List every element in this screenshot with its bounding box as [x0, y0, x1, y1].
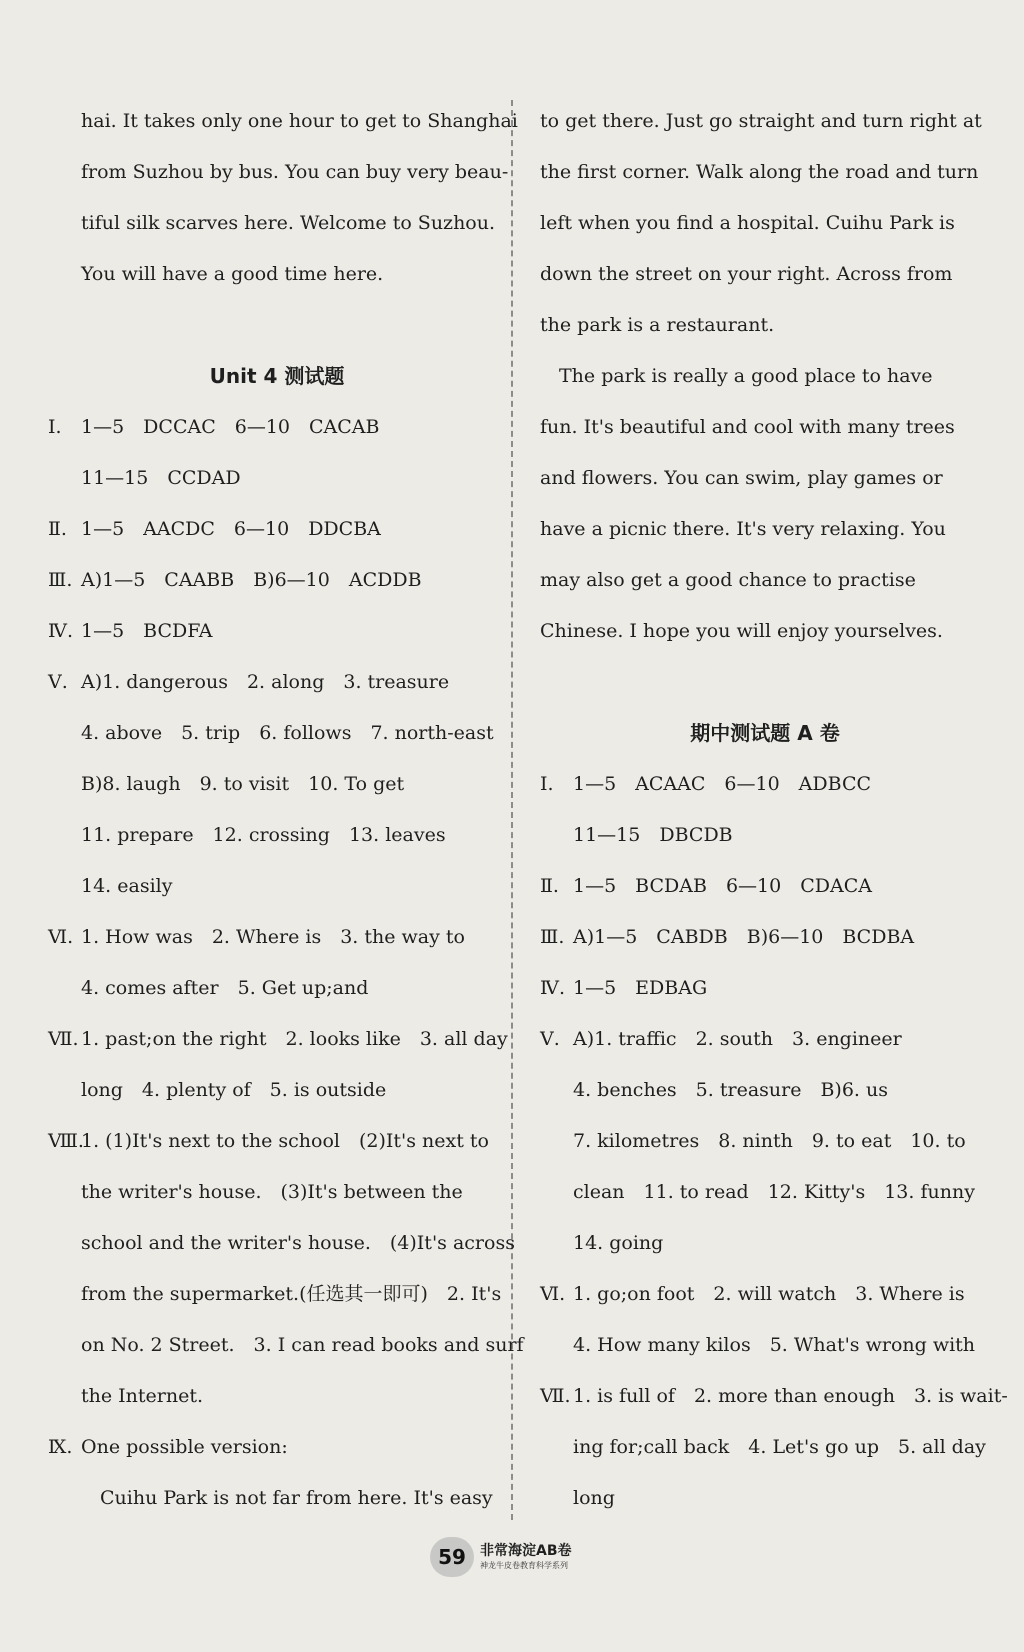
- answer-text: 1—5 BCDFA: [81, 620, 213, 642]
- answer-text: 1. go;on foot 2. will watch 3. Where is: [573, 1283, 965, 1305]
- answer-line: [540, 759, 990, 810]
- answer-line: [540, 1218, 990, 1269]
- answer-text: A)1. traffic 2. south 3. engineer: [573, 1028, 902, 1050]
- answer-text: 1. past;on the right 2. looks like 3. all day: [81, 1028, 508, 1050]
- answer-line: [48, 657, 506, 708]
- answer-text: 1—5 AACDC 6—10 DDCBA: [81, 518, 381, 540]
- answer-text: school and the writer's house. (4)It's across: [81, 1232, 515, 1254]
- question-number: Ⅲ.: [540, 926, 565, 948]
- essay-text: [540, 96, 990, 657]
- answer-line: [48, 1473, 506, 1524]
- answer-line: [540, 1116, 990, 1167]
- text-line: have a picnic there. It's very relaxing. You: [540, 518, 946, 540]
- text-line: and flowers. You can swim, play games or: [540, 467, 943, 489]
- answer-line: [48, 810, 506, 861]
- text-line: may also get a good chance to practise: [540, 569, 916, 591]
- answer-list: [48, 402, 524, 1524]
- answer-text: 11—15 DBCDB: [573, 824, 733, 846]
- left-column: [48, 96, 524, 1524]
- answer-line: [48, 759, 506, 810]
- answer-line: [540, 861, 990, 912]
- answer-line: [48, 1269, 506, 1320]
- text-line: down the street on your right. Across from: [540, 263, 953, 285]
- question-number: Ⅶ.: [48, 1028, 79, 1050]
- answer-line: [540, 1473, 990, 1524]
- text-line: from Suzhou by bus. You can buy very beau-: [81, 161, 509, 183]
- column-divider: [511, 100, 513, 1520]
- answer-text: 14. going: [573, 1232, 664, 1254]
- question-number: Ⅰ.: [48, 416, 62, 438]
- answer-line: [48, 453, 506, 504]
- answer-line: [48, 963, 506, 1014]
- section-heading: 期中测试题 A 卷: [690, 721, 840, 745]
- answer-text: long: [573, 1487, 615, 1509]
- page-footer: [430, 1535, 600, 1579]
- answer-line: [540, 1422, 990, 1473]
- answer-text: 1. How was 2. Where is 3. the way to: [81, 926, 465, 948]
- answer-line: [540, 912, 990, 963]
- text-line: Chinese. I hope you will enjoy yourselves.: [540, 620, 943, 642]
- question-number: Ⅷ.: [48, 1130, 84, 1152]
- text-line: hai. It takes only one hour to get to Shanghai: [81, 110, 518, 132]
- answer-text: 11—15 CCDAD: [81, 467, 241, 489]
- answer-line: [48, 708, 506, 759]
- question-number: Ⅸ.: [48, 1436, 73, 1458]
- question-number: Ⅲ.: [48, 569, 73, 591]
- answer-line: [48, 402, 506, 453]
- answer-line: [48, 1422, 506, 1473]
- text-line: the park is a restaurant.: [540, 314, 775, 336]
- answer-text: A)1. dangerous 2. along 3. treasure: [81, 671, 450, 693]
- answer-text: Cuihu Park is not far from here. It's easy: [81, 1487, 493, 1509]
- answer-line: [540, 963, 990, 1014]
- answer-line: [48, 912, 506, 963]
- answer-text: 1—5 BCDAB 6—10 CDACA: [573, 875, 872, 897]
- answer-text: 4. above 5. trip 6. follows 7. north-east: [81, 722, 494, 744]
- question-number: Ⅱ.: [540, 875, 559, 897]
- question-number: Ⅵ.: [48, 926, 74, 948]
- answer-line: [48, 1371, 506, 1422]
- answer-text: 1—5 ACAAC 6—10 ADBCC: [573, 773, 872, 795]
- text-line: You will have a good time here.: [81, 263, 384, 285]
- text-line: The park is really a good place to have: [540, 365, 933, 387]
- essay-continuation: [48, 96, 518, 300]
- answer-line: [48, 1116, 506, 1167]
- answer-text: long 4. plenty of 5. is outside: [81, 1079, 387, 1101]
- question-number: Ⅳ.: [48, 620, 74, 642]
- answer-text: 14. easily: [81, 875, 173, 897]
- answer-line: [48, 1167, 506, 1218]
- answer-text: 4. comes after 5. Get up;and: [81, 977, 369, 999]
- answer-line: [540, 1320, 990, 1371]
- question-number: Ⅳ.: [540, 977, 566, 999]
- answer-text: clean 11. to read 12. Kitty's 13. funny: [573, 1181, 975, 1203]
- answer-text: 1. (1)It's next to the school (2)It's next to: [81, 1130, 489, 1152]
- page-number: 59: [430, 1537, 474, 1577]
- answer-line: [540, 1371, 1008, 1422]
- answer-line: [48, 1014, 506, 1065]
- answer-text: 11. prepare 12. crossing 13. leaves: [81, 824, 446, 846]
- answer-text: 4. How many kilos 5. What's wrong with: [573, 1334, 976, 1356]
- text-line: tiful silk scarves here. Welcome to Suzhou.: [81, 212, 496, 234]
- answer-list: [540, 759, 1008, 1524]
- answer-line: [48, 606, 506, 657]
- answer-line: [540, 1167, 990, 1218]
- answer-text: 1—5 DCCAC 6—10 CACAB: [81, 416, 380, 438]
- answer-text: 7. kilometres 8. ninth 9. to eat 10. to: [573, 1130, 966, 1152]
- question-number: Ⅰ.: [540, 773, 554, 795]
- section-heading: Unit 4 测试题: [209, 364, 345, 388]
- answer-text: One possible version:: [81, 1436, 288, 1458]
- series-brand: [480, 1542, 572, 1572]
- answer-text: ing for;call back 4. Let's go up 5. all day: [573, 1436, 986, 1458]
- question-number: Ⅴ.: [48, 671, 68, 693]
- answer-text: 1—5 EDBAG: [573, 977, 708, 999]
- answer-line: [48, 861, 506, 912]
- text-line: the first corner. Walk along the road and turn: [540, 161, 979, 183]
- answer-line: [48, 504, 506, 555]
- answer-text: 4. benches 5. treasure B)6. us: [573, 1079, 888, 1101]
- answer-text: A)1—5 CABDB B)6—10 BCDBA: [573, 926, 915, 948]
- answer-line: [540, 1014, 990, 1065]
- question-number: Ⅱ.: [48, 518, 67, 540]
- answer-text: the Internet.: [81, 1385, 204, 1407]
- answer-line: [540, 1269, 990, 1320]
- answer-line: [48, 1218, 515, 1269]
- brand-title: 非常海淀AB卷: [480, 1543, 572, 1559]
- text-line: to get there. Just go straight and turn right at: [540, 110, 982, 132]
- answer-text: A)1—5 CAABB B)6—10 ACDDB: [81, 569, 422, 591]
- question-number: Ⅴ.: [540, 1028, 560, 1050]
- brand-subtitle: 神龙牛皮卷教育科学系列: [480, 1561, 568, 1570]
- question-number: Ⅵ.: [540, 1283, 566, 1305]
- answer-line: [540, 810, 990, 861]
- answer-text: the writer's house. (3)It's between the: [81, 1181, 463, 1203]
- answer-line: [48, 555, 506, 606]
- right-column: [540, 96, 1008, 1524]
- answer-text: 1. is full of 2. more than enough 3. is wait-: [573, 1385, 1008, 1407]
- answer-text: B)8. laugh 9. to visit 10. To get: [81, 773, 405, 795]
- answer-text: from the supermarket.(任选其一即可) 2. It's: [81, 1283, 502, 1305]
- text-line: left when you find a hospital. Cuihu Park is: [540, 212, 955, 234]
- answer-line: [540, 1065, 990, 1116]
- answer-text: on No. 2 Street. 3. I can read books and surf: [81, 1334, 524, 1356]
- answer-line: [48, 1320, 524, 1371]
- answer-line: [48, 1065, 506, 1116]
- question-number: Ⅶ.: [540, 1385, 571, 1407]
- text-line: fun. It's beautiful and cool with many trees: [540, 416, 955, 438]
